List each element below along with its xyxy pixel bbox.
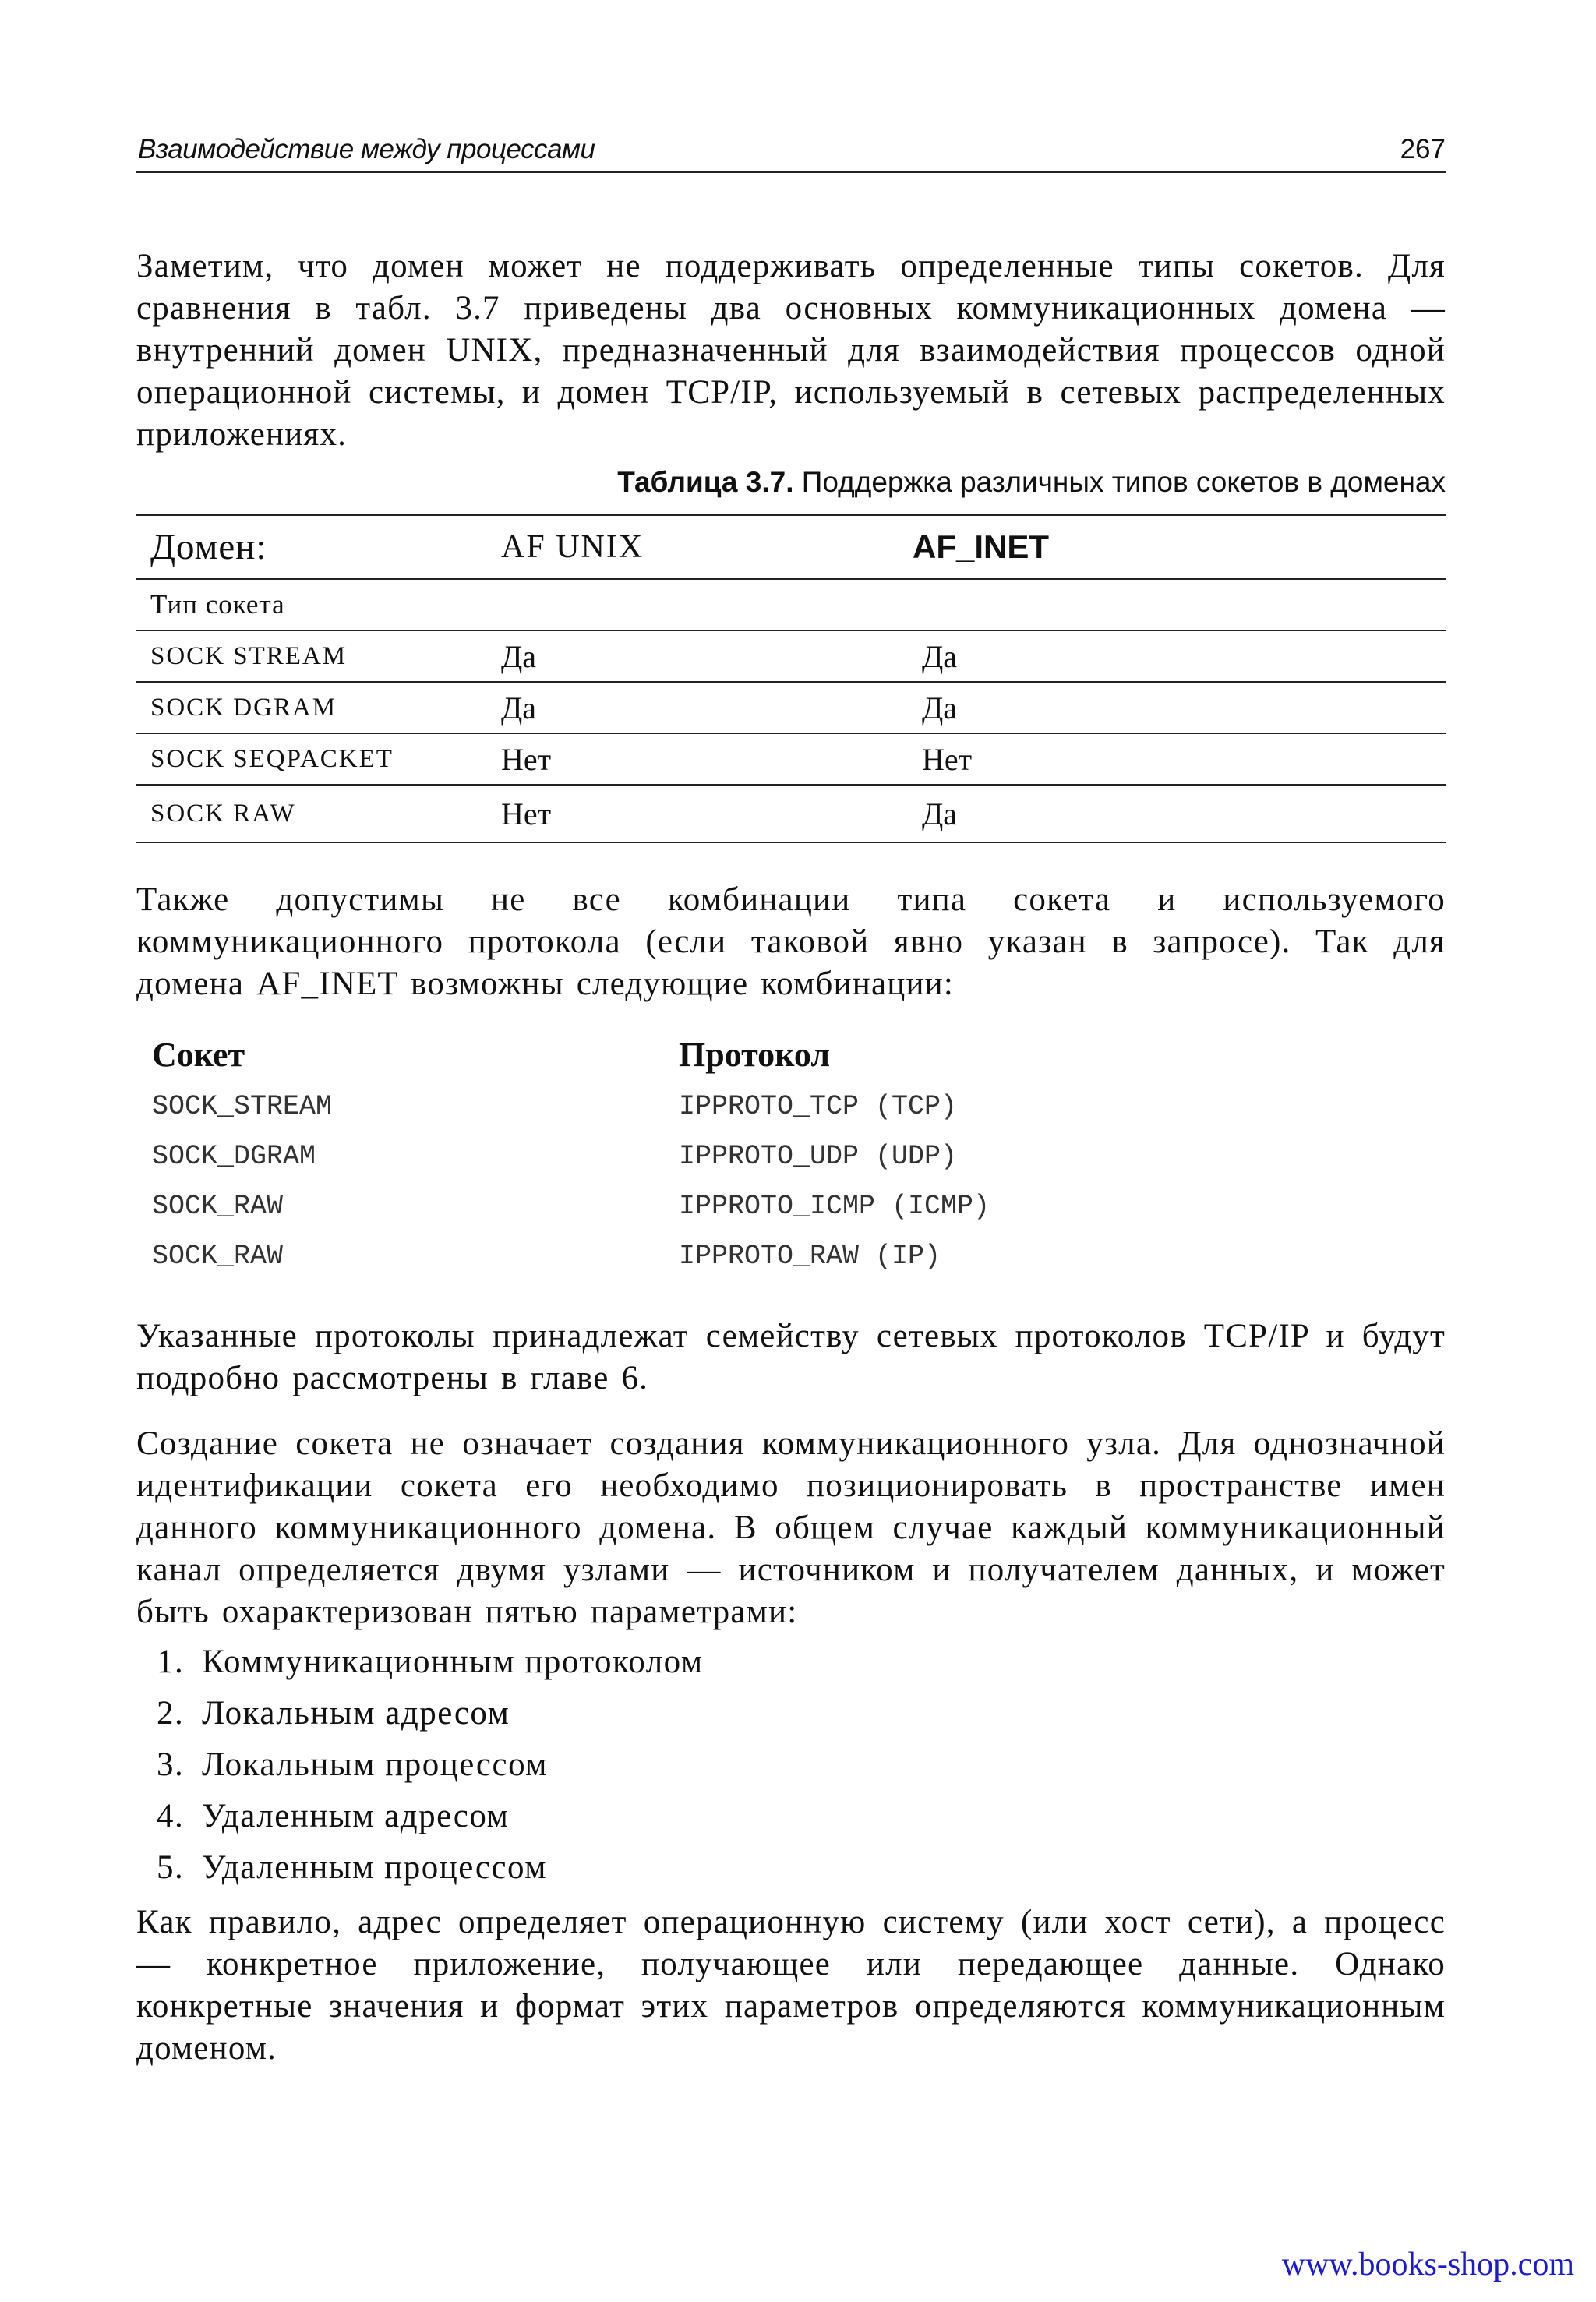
list-item <box>157 1842 704 1894</box>
domain-support-table <box>136 514 1446 843</box>
list-item <box>157 1791 704 1842</box>
protocol-cell: IPPROTO_RAW (IP) <box>679 1241 941 1272</box>
socket-type-cell: SOCK STREAM <box>150 641 348 670</box>
list-item-text: Удаленным адресом <box>202 1798 510 1834</box>
socket-type-cell: SOCK DGRAM <box>150 693 337 722</box>
list-item-text: Удаленным процессом <box>202 1849 547 1886</box>
paragraph-tcpip-note: Указанные протоколы принадлежат семейству сетевых протоколов TCP/IP и будут подробно рассмотрены в главе 6. <box>136 1318 1446 1396</box>
unix-support-cell: Нет <box>501 796 552 831</box>
table-caption-label: Таблица 3.7. <box>617 466 794 498</box>
list-item-number: 1. <box>157 1644 185 1680</box>
combo-row <box>152 1181 1224 1231</box>
unix-support-cell: Да <box>501 690 537 726</box>
list-item-text: Коммуникационным протоколом <box>202 1644 704 1680</box>
unix-support-cell: Да <box>501 638 537 674</box>
page-number: 267 <box>1400 134 1446 164</box>
table-row <box>136 733 1446 785</box>
socket-cell: SOCK_RAW <box>152 1241 284 1272</box>
socket-type-cell: SOCK SEQPACKET <box>150 744 394 773</box>
running-header <box>136 131 1446 173</box>
socket-type-cell: SOCK RAW <box>150 799 296 828</box>
protocol-cell: IPPROTO_ICMP (ICMP) <box>679 1191 990 1222</box>
inet-support-cell: Да <box>922 796 958 831</box>
list-item-text: Локальным процессом <box>202 1746 548 1783</box>
socket-cell: SOCK_STREAM <box>152 1091 333 1122</box>
books-shop-link[interactable]: www.books-shop.com <box>1281 2247 1574 2283</box>
unix-support-cell: Нет <box>501 741 552 777</box>
header-af-unix: AF UNIX <box>501 529 644 565</box>
table-row <box>136 630 1446 682</box>
list-item-number: 2. <box>157 1695 185 1732</box>
paragraph-address-process: Как правило, адрес определяет операционную систему (или хост сети), а процесс — конкретное приложение, получающее или передающее данные. Однако конкретные значения и формат этих параметров определяются коммуникационным доменом. <box>136 1904 1446 2067</box>
header-protocol: Протокол <box>679 1035 831 1074</box>
list-item <box>157 1636 704 1688</box>
list-item-number: 3. <box>157 1746 185 1783</box>
table-subheader-row <box>136 579 1446 630</box>
combo-row <box>152 1082 1224 1132</box>
table-row <box>136 682 1446 733</box>
list-item-number: 4. <box>157 1798 185 1834</box>
socket-protocol-table <box>152 1027 1224 1281</box>
combo-header-row <box>152 1027 1224 1082</box>
paragraph-combinations: Также допустимы не все комбинации типа сокета и используемого коммуникационного протокола (если таковой явно указан в запросе). Так для домена AF_INET возможны следующие комбинации: <box>136 881 1446 1002</box>
book-page <box>136 0 1446 2302</box>
channel-parameters-list <box>157 1636 704 1894</box>
chapter-title: Взаимодействие между процессами <box>138 134 595 164</box>
list-item <box>157 1688 704 1739</box>
socket-cell: SOCK_RAW <box>152 1191 284 1222</box>
combo-row <box>152 1132 1224 1181</box>
table-row <box>136 785 1446 842</box>
subheader-socket-type: Тип сокета <box>150 589 285 620</box>
inet-support-cell: Да <box>922 690 958 726</box>
domain-table-header-row <box>136 515 1446 579</box>
table-caption <box>136 466 1446 499</box>
combo-row <box>152 1231 1224 1281</box>
list-item-number: 5. <box>157 1849 185 1886</box>
inet-support-cell: Да <box>922 638 958 674</box>
list-item-text: Локальным адресом <box>202 1695 510 1732</box>
header-domain: Домен: <box>150 527 267 567</box>
header-af-inet: AF_INET <box>913 528 1050 565</box>
header-socket: Сокет <box>152 1035 245 1074</box>
protocol-cell: IPPROTO_TCP (TCP) <box>679 1091 958 1122</box>
socket-cell: SOCK_DGRAM <box>152 1141 316 1172</box>
inet-support-cell: Нет <box>922 741 973 777</box>
list-item <box>157 1739 704 1791</box>
paragraph-domains-intro: Заметим, что домен может не поддерживать определенные типы сокетов. Для сравнения в табл. 3.7 приведены два основных коммуникационных домена — внутренний домен UNIX, предназначенный для взаимодействия процессов одной операционной системы, и домен TCP/IP, используемый в сетевых распределенных приложениях. <box>136 248 1446 453</box>
protocol-cell: IPPROTO_UDP (UDP) <box>679 1141 958 1172</box>
paragraph-socket-creation: Создание сокета не означает создания коммуникационного узла. Для однозначной идентификации сокета его необходимо позиционировать в пространстве имен данного коммуникационного домена. В общем случае каждый коммуникационный канал определяется двумя узлами — источником и получателем данных, и может быть охарактеризован пятью параметрами: <box>136 1425 1446 1630</box>
table-caption-text: Поддержка различных типов сокетов в доменах <box>801 466 1446 498</box>
